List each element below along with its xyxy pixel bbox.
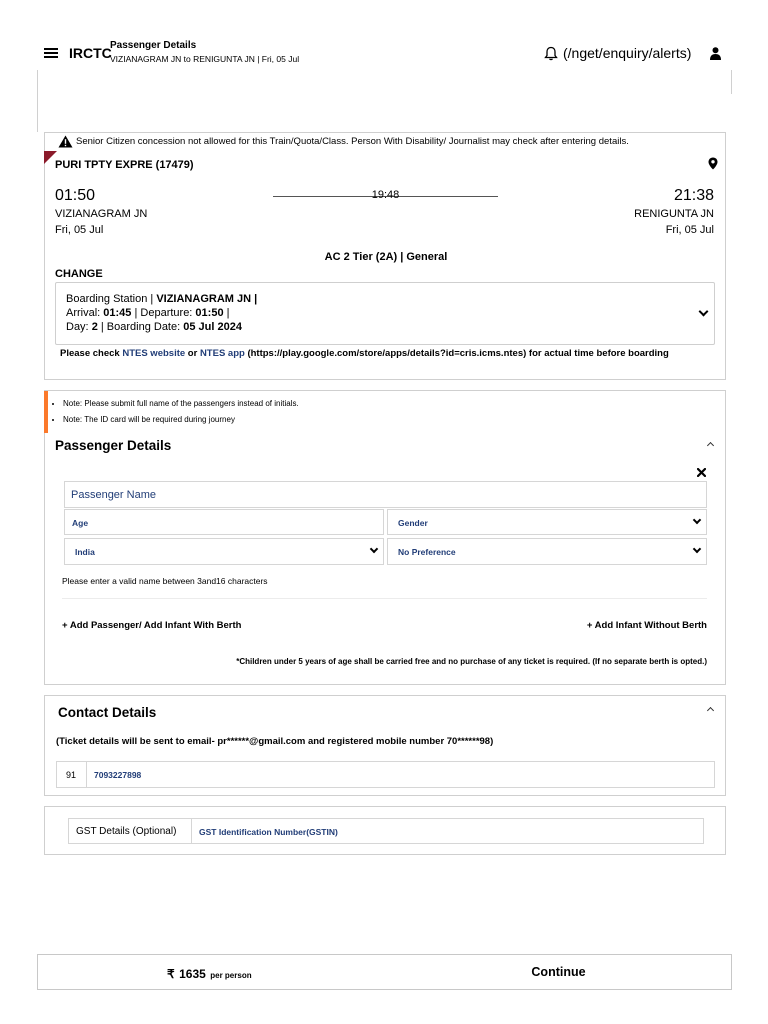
alerts-link[interactable]: (/nget/enquiry/alerts): [563, 45, 692, 61]
passenger-card: [44, 390, 726, 685]
note-item: • Note: The ID card will be required during journey: [63, 415, 299, 424]
train-card: [44, 132, 726, 380]
chevron-down-icon[interactable]: [699, 307, 709, 317]
passenger-details-heading: Passenger Details: [55, 438, 172, 453]
gst-field[interactable]: [68, 818, 704, 844]
header-divider-right: [731, 70, 732, 94]
arrival-time: 21:38: [673, 187, 714, 204]
note-accent-bar: [44, 391, 48, 433]
contact-card: [44, 695, 726, 796]
fare-amount: 1635: [179, 967, 206, 981]
warning-icon: [58, 135, 73, 148]
departure-time: 01:50: [55, 187, 96, 204]
bell-icon[interactable]: [544, 46, 558, 61]
berth-preference-select[interactable]: No Preference: [387, 538, 707, 565]
chevron-up-icon[interactable]: [707, 707, 714, 714]
section-divider: [62, 598, 707, 599]
notes-list: [63, 399, 299, 424]
chevron-down-icon: [370, 545, 378, 553]
chevron-down-icon: [693, 545, 701, 553]
close-icon[interactable]: [697, 468, 706, 477]
class-quota: AC 2 Tier (2A) | General: [324, 251, 448, 263]
country-code-divider: [86, 762, 87, 787]
per-person-label: per person: [210, 971, 252, 980]
boarding-day-line: Day: 2 | Boarding Date: 05 Jul 2024: [66, 321, 242, 333]
from-station: VIZIANAGRAM JN: [55, 208, 148, 220]
children-note: *Children under 5 years of age shall be carried free and no purchase of any ticket is required. (If no separate berth is opted.): [236, 657, 707, 666]
user-icon[interactable]: [710, 47, 721, 60]
country-code: 91: [66, 770, 77, 780]
boarding-station-line: Boarding Station | VIZIANAGRAM JN |: [66, 293, 258, 305]
ntes-note: Please check NTES website or NTES app (https://play.google.com/store/apps/details?id=cris.icms.ntes) for actual time before boarding: [60, 348, 669, 359]
journey-duration: 19:48: [371, 189, 400, 201]
contact-info: (Ticket details will be sent to email- pr******@gmail.com and registered mobile number 70******98): [56, 736, 494, 747]
passenger-name-input[interactable]: Passenger Name: [64, 481, 707, 508]
location-pin-icon[interactable]: [708, 157, 718, 170]
header-divider-left: [37, 70, 38, 132]
mobile-number-input[interactable]: 7093227898: [94, 770, 142, 780]
concession-notice: Senior Citizen concession not allowed for this Train/Quota/Class. Person With Disability/ Journalist may check after entering details.: [76, 136, 629, 147]
ntes-website-link[interactable]: NTES website: [122, 348, 186, 359]
gender-select[interactable]: Gender: [387, 509, 707, 535]
logo[interactable]: IRCTC: [69, 45, 112, 61]
contact-details-heading: Contact Details: [58, 705, 157, 720]
menu-icon[interactable]: [44, 48, 58, 59]
ntes-app-link[interactable]: NTES app: [199, 348, 245, 359]
add-passenger-link[interactable]: + Add Passenger/ Add Infant With Berth: [62, 620, 242, 631]
note-item: • Note: Please submit full name of the passengers instead of initials.: [63, 399, 299, 408]
gstin-input[interactable]: GST Identification Number(GSTIN): [199, 827, 338, 837]
footer-bar: [37, 954, 732, 990]
currency-symbol: ₹: [167, 967, 175, 981]
add-infant-link[interactable]: + Add Infant Without Berth: [586, 620, 707, 631]
chevron-down-icon: [693, 516, 701, 524]
gst-card: [44, 806, 726, 855]
continue-button[interactable]: Continue: [531, 965, 586, 979]
nationality-select[interactable]: India: [64, 538, 384, 565]
validation-message: Please enter a valid name between 3and16 characters: [62, 576, 268, 586]
fare-summary: [167, 965, 252, 983]
to-date: Fri, 05 Jul: [665, 224, 714, 236]
gst-label: GST Details (Optional): [76, 826, 177, 837]
from-date: Fri, 05 Jul: [55, 224, 104, 236]
chevron-up-icon[interactable]: [707, 442, 714, 449]
age-input[interactable]: Age: [64, 509, 384, 535]
to-station: RENIGUNTA JN: [634, 208, 714, 220]
boarding-station-select[interactable]: [55, 282, 715, 345]
arrival-departure-line: Arrival: 01:45 | Departure: 01:50 |: [66, 307, 230, 319]
mobile-number-field[interactable]: [56, 761, 715, 788]
page-subtitle: VIZIANAGRAM JN to RENIGUNTA JN | Fri, 05 Jul: [110, 54, 300, 64]
change-link[interactable]: CHANGE: [55, 268, 103, 280]
train-name: PURI TPTY EXPRE (17479): [55, 159, 194, 171]
page-title: Passenger Details: [110, 40, 197, 51]
gst-divider: [191, 819, 192, 843]
